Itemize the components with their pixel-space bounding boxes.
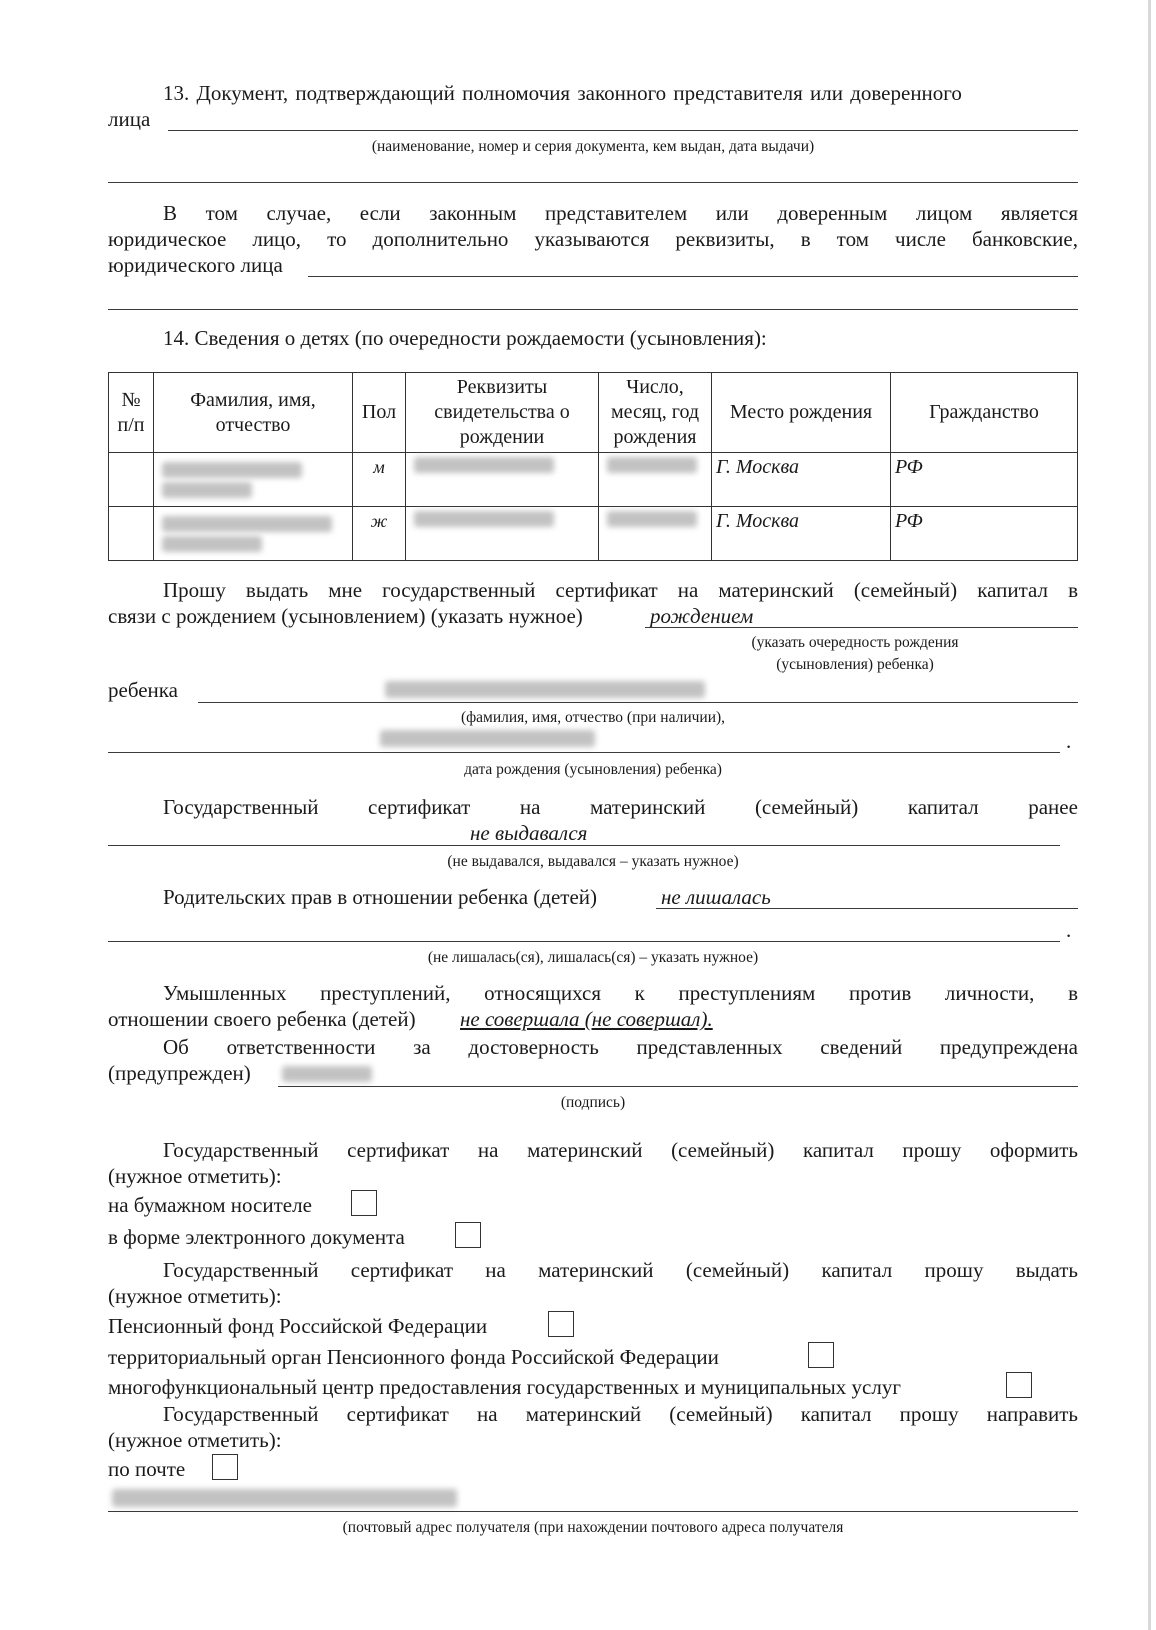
row-citizenship: РФ <box>891 453 1078 507</box>
postal-address-field[interactable] <box>108 1511 1078 1512</box>
col-citizenship: Гражданство <box>891 373 1078 453</box>
row-birthdate-redacted <box>599 507 712 561</box>
send-mail-checkbox[interactable] <box>212 1454 238 1480</box>
format-electronic-checkbox[interactable] <box>455 1222 481 1248</box>
child-birthdate-field[interactable] <box>108 752 1060 753</box>
child-label: ребенка <box>108 678 178 702</box>
row-birthplace: Г. Москва <box>712 507 891 561</box>
format-electronic-label: в форме электронного документа <box>108 1225 405 1249</box>
row-certificate-redacted <box>406 507 599 561</box>
legal-entity-line3: юридического лица <box>108 253 283 277</box>
parental-value[interactable]: не лишалась <box>661 885 771 909</box>
row-birthdate-redacted <box>599 453 712 507</box>
row-name-redacted <box>154 507 353 561</box>
col-certificate: Реквизиты свидетельства о рождении <box>406 373 599 453</box>
parental-value-line <box>656 908 1078 909</box>
format-line2: (нужное отметить): <box>108 1164 282 1188</box>
request-caption3: (фамилия, имя, отчество (при наличии), <box>460 709 726 726</box>
prior-cert-caption: (не выдавался, выдавался – указать нужное) <box>447 853 739 870</box>
row-number <box>109 507 154 561</box>
row-citizenship: РФ <box>891 507 1078 561</box>
request-caption1: (указать очередность рождения <box>751 634 959 651</box>
legal-entity-field[interactable] <box>308 276 1078 277</box>
legal-entity-line1: В том случае, если законным представителем или доверенным лицом является <box>163 201 1078 225</box>
parental-caption: (не лишалась(ся), лишалась(ся) – указать нужное) <box>427 949 759 966</box>
request-value[interactable]: рождением <box>650 604 754 628</box>
issue-mfc-checkbox[interactable] <box>1006 1372 1032 1398</box>
col-sex: Пол <box>353 373 406 453</box>
parental-period: . <box>1066 918 1072 942</box>
request-period: . <box>1066 729 1072 753</box>
send-line1: Государственный сертификат на материнский (семейный) капитал прошу направить <box>163 1402 1078 1426</box>
request-line1: Прошу выдать мне государственный сертификат на материнский (семейный) капитал в <box>163 578 1078 602</box>
send-mail-label: по почте <box>108 1457 186 1481</box>
signature-caption: (подпись) <box>560 1094 626 1111</box>
request-value-line <box>645 627 1078 628</box>
responsibility-line1: Об ответственности за достоверность представленных сведений предупреждена <box>163 1035 1078 1059</box>
postal-address-caption: (почтовый адрес получателя (при нахождении почтового адреса получателя <box>342 1519 844 1536</box>
signature-field[interactable] <box>278 1086 1078 1087</box>
prior-cert-field <box>108 845 1060 846</box>
responsibility-line2: (предупрежден) <box>108 1061 251 1085</box>
issue-pfr-checkbox[interactable] <box>548 1311 574 1337</box>
child-name-field[interactable] <box>198 702 1078 703</box>
col-number: № п/п <box>109 373 154 453</box>
row-certificate-redacted <box>406 453 599 507</box>
legal-entity-field-2[interactable] <box>108 309 1078 310</box>
children-table-header <box>109 373 1078 453</box>
crimes-line2: отношении своего ребенка (детей) <box>108 1007 416 1031</box>
row-name-redacted <box>154 453 353 507</box>
issue-mfc-label: многофункциональный центр предоставления государственных и муниципальных услуг <box>108 1375 901 1399</box>
crimes-line1: Умышленных преступлений, относящихся к преступлениям против личности, в <box>163 981 1078 1005</box>
item13-field[interactable] <box>168 130 1078 131</box>
row-number <box>109 453 154 507</box>
issue-pfr-label: Пенсионный фонд Российской Федерации <box>108 1314 488 1338</box>
request-line2: связи с рождением (усыновлением) (указать нужное) <box>108 604 583 628</box>
table-row <box>109 507 1078 561</box>
row-sex: ж <box>353 507 406 561</box>
table-row <box>109 453 1078 507</box>
format-paper-label: на бумажном носителе <box>108 1193 312 1217</box>
item13-line2: лица <box>108 107 151 131</box>
item13-caption: (наименование, номер и серия документа, кем выдан, дата выдачи) <box>371 138 815 155</box>
crimes-value[interactable]: не совершала (не совершал). <box>460 1007 713 1031</box>
signature-redacted <box>282 1066 372 1082</box>
request-caption2: (усыновления) ребенка) <box>776 656 934 673</box>
child-birthdate-redacted <box>380 730 595 747</box>
issue-line1: Государственный сертификат на материнский (семейный) капитал прошу выдать <box>163 1258 1078 1282</box>
postal-address-redacted <box>112 1489 457 1507</box>
issue-territorial-checkbox[interactable] <box>808 1342 834 1368</box>
row-birthplace: Г. Москва <box>712 453 891 507</box>
col-birthdate: Число, месяц, год рождения <box>599 373 712 453</box>
request-caption4: дата рождения (усыновления) ребенка) <box>464 761 722 778</box>
col-name: Фамилия, имя, отчество <box>154 373 353 453</box>
parental-label: Родительских прав в отношении ребенка (детей) <box>163 885 597 909</box>
parental-field <box>108 941 1060 942</box>
send-line2: (нужное отметить): <box>108 1428 282 1452</box>
format-paper-checkbox[interactable] <box>351 1190 377 1216</box>
item13-line1: 13. Документ, подтверждающий полномочия законного представителя или доверенного <box>163 81 962 105</box>
prior-cert-line: Государственный сертификат на материнский (семейный) капитал ранее <box>163 795 1078 819</box>
format-line1: Государственный сертификат на материнский (семейный) капитал прошу оформить <box>163 1138 1078 1162</box>
col-birthplace: Место рождения <box>712 373 891 453</box>
item13-field-2[interactable] <box>108 182 1078 183</box>
row-sex: м <box>353 453 406 507</box>
item14-heading: 14. Сведения о детях (по очередности рождаемости (усыновления): <box>163 326 767 350</box>
prior-cert-value[interactable]: не выдавался <box>470 821 588 845</box>
page-edge <box>1148 0 1151 1630</box>
child-name-redacted <box>385 681 705 698</box>
legal-entity-line2: юридическое лицо, то дополнительно указываются реквизиты, в том числе банковские, <box>108 227 1078 251</box>
issue-line2: (нужное отметить): <box>108 1284 282 1308</box>
issue-territorial-label: территориальный орган Пенсионного фонда Российской Федерации <box>108 1345 719 1369</box>
children-table <box>108 372 1078 561</box>
